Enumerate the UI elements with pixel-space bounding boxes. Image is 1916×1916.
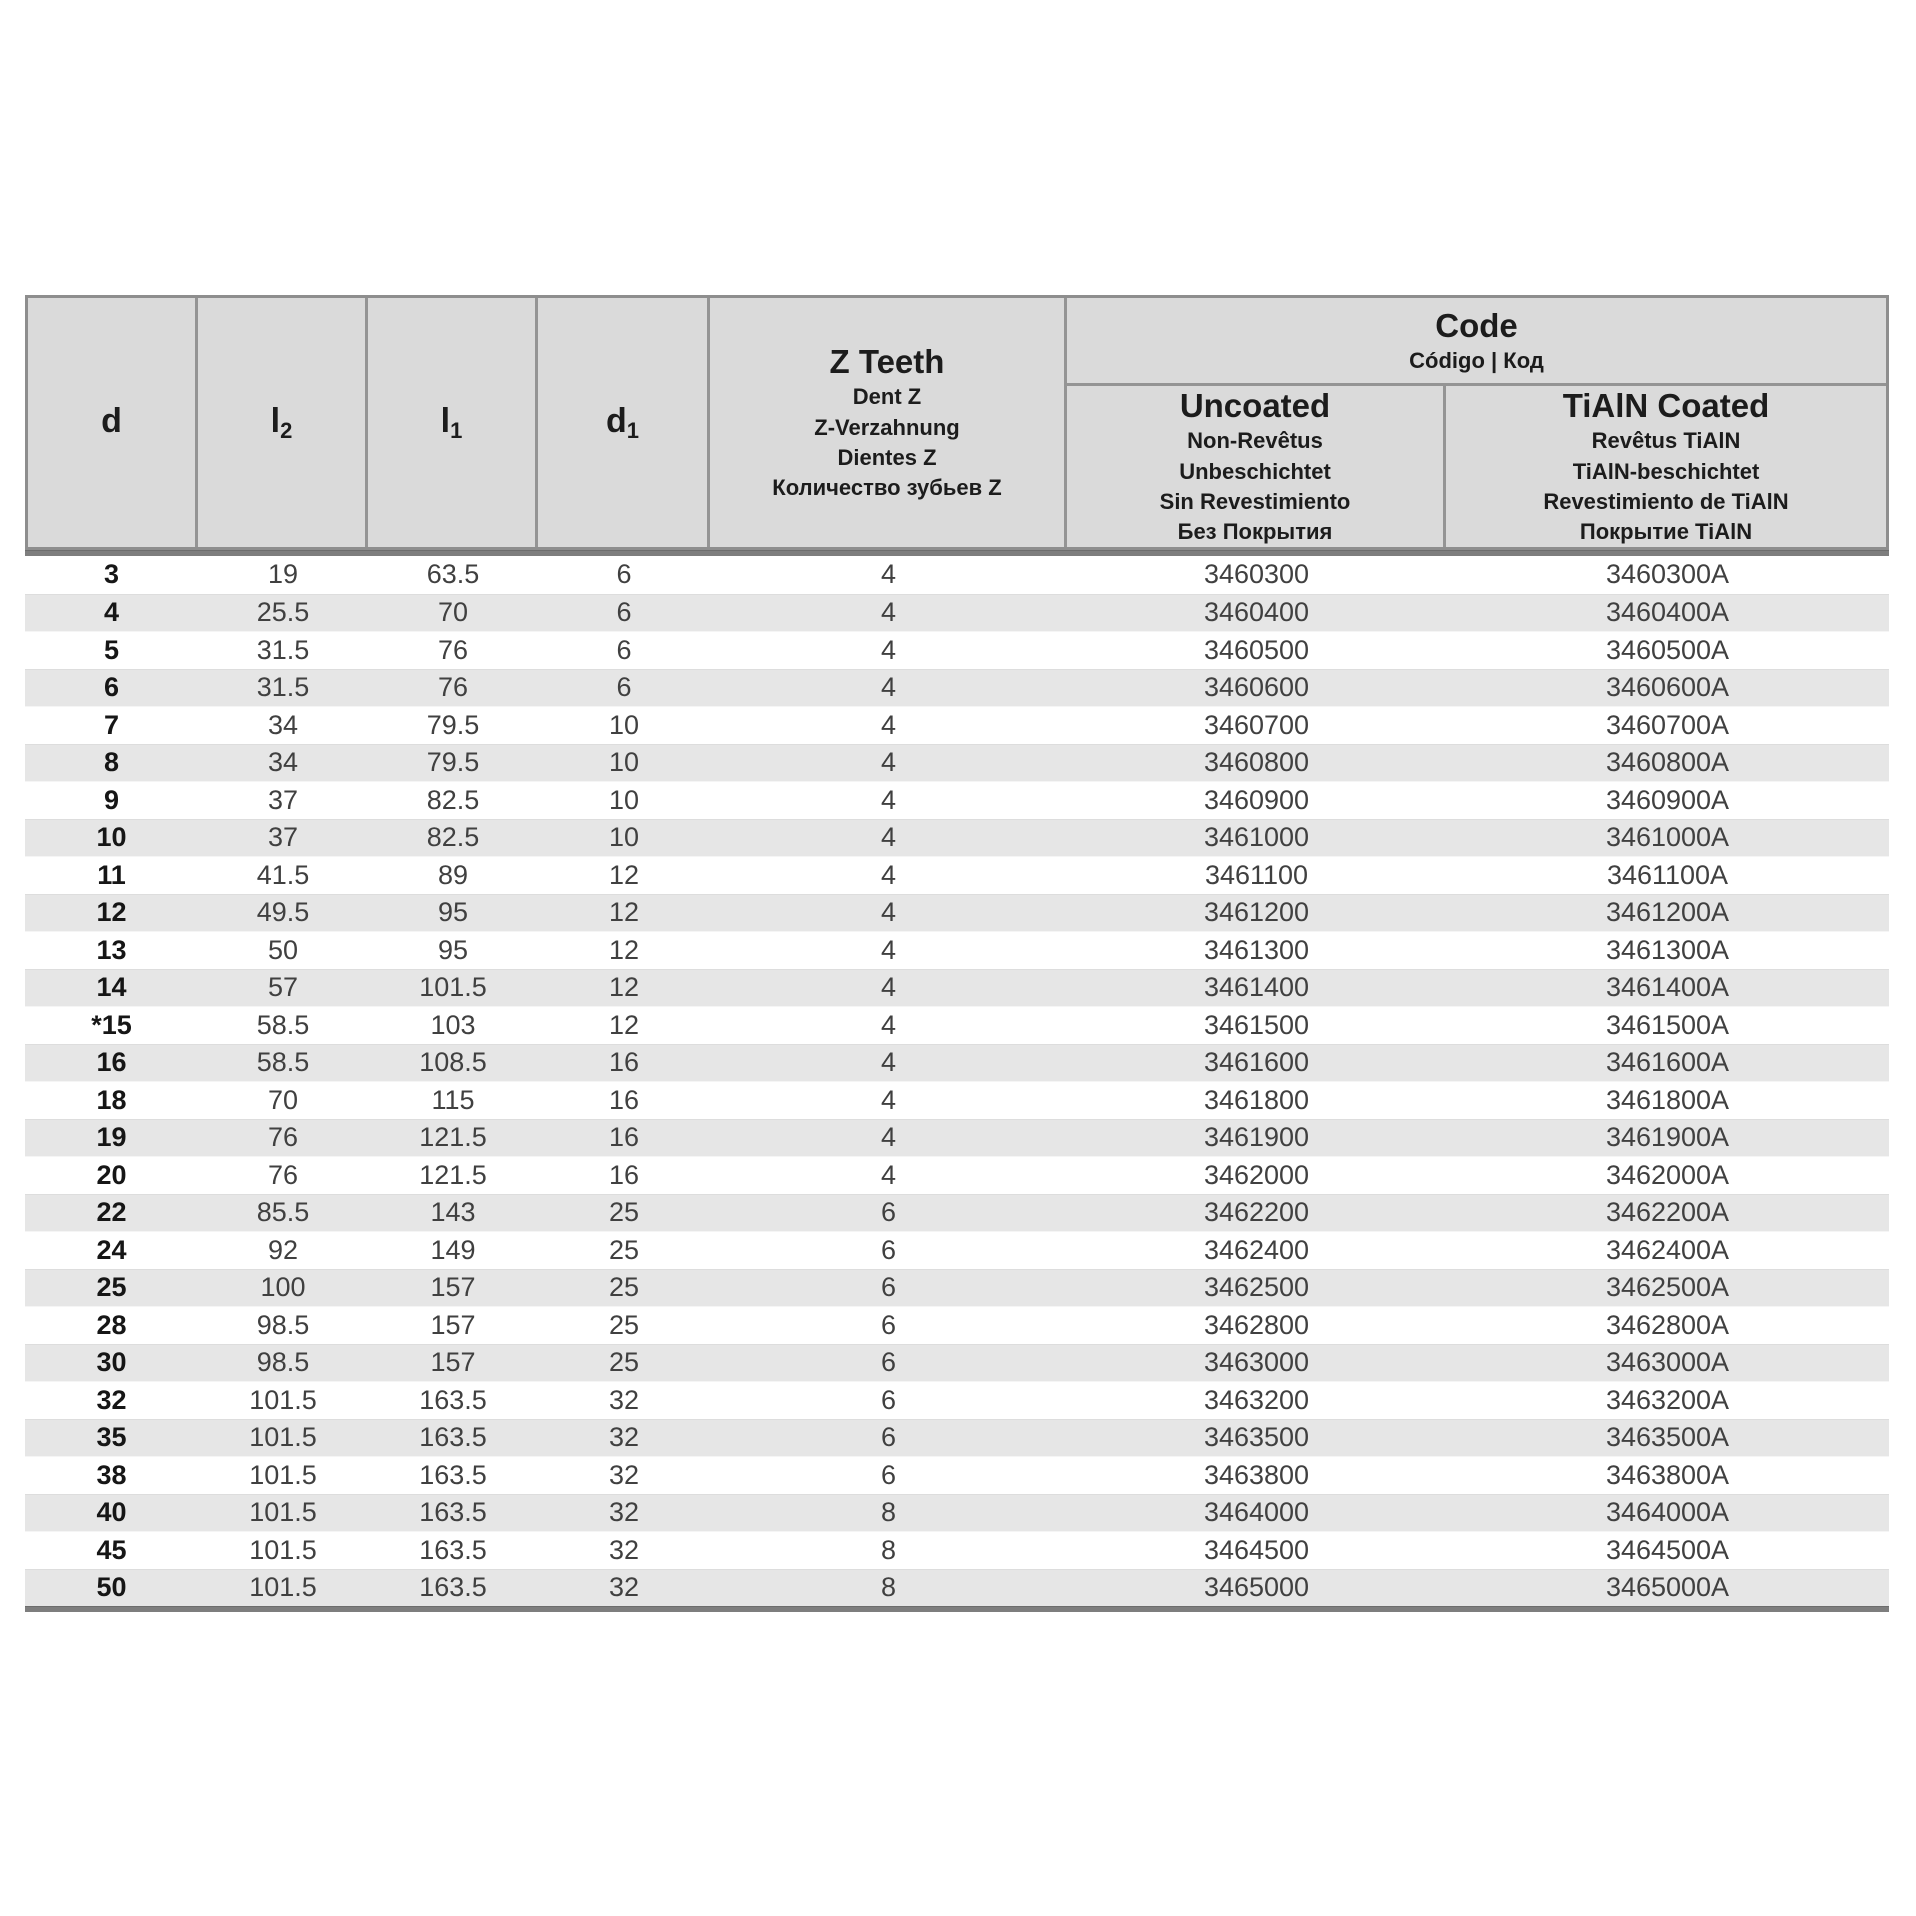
table-row — [25, 1194, 1889, 1232]
cell-l2: 85.5 — [256, 1197, 310, 1228]
cell-d: 3 — [103, 559, 120, 590]
cell-l2: 101.5 — [249, 1422, 317, 1453]
cell-l1: 63.5 — [426, 559, 480, 590]
cell-coated: 3462200A — [1605, 1197, 1730, 1228]
z-teeth-line-fr: Dent Z — [852, 384, 922, 410]
cell-d1: 32 — [608, 1422, 640, 1453]
cell-coated: 3461000A — [1605, 822, 1730, 853]
cell-l2: 34 — [267, 709, 299, 740]
cell-z: 4 — [880, 709, 897, 740]
cell-coated: 3460600A — [1605, 672, 1730, 703]
cell-d1: 16 — [608, 1159, 640, 1190]
uncoated-line-fr: Non-Revêtus — [1187, 428, 1323, 454]
cell-z: 4 — [880, 1159, 897, 1190]
coated-title: TiAlN Coated — [1562, 387, 1770, 425]
cell-l1: 79.5 — [426, 747, 480, 778]
cell-d: 30 — [96, 1347, 127, 1378]
cell-d1: 10 — [608, 784, 640, 815]
cell-l1: 149 — [430, 1234, 476, 1265]
uncoated-line-de: Unbeschichtet — [1179, 458, 1331, 484]
cell-d1: 25 — [608, 1234, 640, 1265]
cell-d1: 25 — [608, 1309, 640, 1340]
cell-uncoated: 3464500 — [1203, 1534, 1310, 1565]
column-header-d — [28, 298, 198, 547]
cell-z: 6 — [880, 1459, 897, 1490]
cell-l1: 76 — [437, 672, 469, 703]
coated-line-es: Revestimiento de TiAlN — [1543, 489, 1789, 515]
cell-d: *15 — [91, 1009, 132, 1040]
cell-d: 11 — [97, 859, 126, 890]
cell-uncoated: 3460800 — [1203, 747, 1310, 778]
cell-d1: 12 — [608, 859, 640, 890]
cell-z: 8 — [880, 1534, 897, 1565]
cell-l2: 37 — [267, 784, 299, 815]
cell-z: 4 — [880, 859, 897, 890]
cell-d: 9 — [103, 784, 120, 815]
cell-coated: 3461300A — [1605, 934, 1730, 965]
cell-d1: 12 — [608, 934, 640, 965]
cell-d1: 10 — [608, 822, 640, 853]
cell-l2: 100 — [260, 1272, 306, 1303]
cell-d: 40 — [96, 1497, 127, 1528]
cell-coated: 3461100A — [1606, 859, 1729, 890]
cell-d1: 25 — [608, 1272, 640, 1303]
cell-d: 32 — [96, 1384, 127, 1415]
cell-d: 12 — [96, 897, 127, 928]
cell-coated: 3461800A — [1605, 1084, 1730, 1115]
cell-l2: 37 — [267, 822, 299, 853]
code-title: Code — [1435, 306, 1518, 344]
cell-l1: 163.5 — [419, 1534, 487, 1565]
cell-uncoated: 3461600 — [1203, 1047, 1310, 1078]
cell-d: 4 — [103, 597, 120, 628]
cell-z: 4 — [880, 634, 897, 665]
cell-uncoated: 3462200 — [1203, 1197, 1310, 1228]
cell-d: 38 — [96, 1459, 127, 1490]
cell-uncoated: 3464000 — [1203, 1497, 1310, 1528]
cell-uncoated: 3463800 — [1203, 1459, 1310, 1490]
cell-l2: 76 — [267, 1159, 299, 1190]
cell-z: 6 — [880, 1384, 897, 1415]
cell-coated: 3463800A — [1605, 1459, 1730, 1490]
table-header — [25, 295, 1889, 550]
cell-d1: 6 — [616, 559, 632, 590]
cell-uncoated: 3460300 — [1203, 559, 1310, 590]
cell-l1: 108.5 — [419, 1047, 487, 1078]
cell-uncoated: 3461900 — [1203, 1122, 1310, 1153]
cell-uncoated: 3461800 — [1203, 1084, 1310, 1115]
cell-uncoated: 3461300 — [1203, 934, 1310, 965]
cell-d1: 6 — [616, 634, 632, 665]
cell-z: 4 — [880, 1122, 897, 1153]
cell-d1: 16 — [608, 1084, 640, 1115]
cell-d1: 32 — [608, 1497, 640, 1528]
cell-l1: 82.5 — [426, 822, 480, 853]
table-row — [25, 669, 1889, 707]
column-header-l2-label: l — [270, 401, 281, 440]
table-row — [25, 856, 1889, 894]
specification-table — [25, 295, 1889, 1612]
column-header-d-label: d — [101, 401, 122, 440]
cell-l2: 70 — [267, 1084, 299, 1115]
column-header-z-teeth — [710, 298, 1067, 547]
cell-coated: 3463200A — [1605, 1384, 1730, 1415]
table-row — [25, 744, 1889, 782]
table-row — [25, 556, 1889, 594]
cell-l2: 101.5 — [249, 1384, 317, 1415]
cell-l1: 157 — [430, 1347, 476, 1378]
cell-uncoated: 3461000 — [1203, 822, 1310, 853]
table-row — [25, 1456, 1889, 1494]
coated-line-fr: Revêtus TiAlN — [1591, 428, 1741, 454]
table-body — [25, 556, 1889, 1606]
cell-l2: 98.5 — [256, 1347, 310, 1378]
cell-d1: 32 — [608, 1384, 640, 1415]
cell-d: 22 — [96, 1197, 127, 1228]
table-row — [25, 1531, 1889, 1569]
cell-z: 6 — [880, 1347, 897, 1378]
cell-d: 50 — [96, 1572, 127, 1603]
cell-z: 4 — [880, 1009, 897, 1040]
z-teeth-line-es: Dientes Z — [837, 445, 937, 471]
table-row — [25, 931, 1889, 969]
column-header-d1-sub: 1 — [626, 417, 640, 443]
cell-l2: 101.5 — [249, 1497, 317, 1528]
cell-coated: 3461400A — [1605, 972, 1730, 1003]
column-header-uncoated — [1067, 386, 1446, 547]
cell-l1: 70 — [437, 597, 469, 628]
uncoated-line-ru: Без Покрытия — [1177, 519, 1333, 545]
cell-uncoated: 3463000 — [1203, 1347, 1310, 1378]
coated-line-de: TiAlN-beschichtet — [1572, 458, 1760, 484]
cell-d1: 32 — [608, 1534, 640, 1565]
cell-coated: 3464000A — [1605, 1497, 1730, 1528]
cell-coated: 3462000A — [1605, 1159, 1730, 1190]
table-row — [25, 1119, 1889, 1157]
cell-l2: 58.5 — [256, 1047, 310, 1078]
cell-l1: 95 — [437, 897, 469, 928]
cell-l1: 103 — [430, 1009, 476, 1040]
cell-z: 8 — [880, 1497, 897, 1528]
column-header-l2 — [198, 298, 368, 547]
cell-coated: 3460300A — [1605, 559, 1730, 590]
cell-l2: 58.5 — [256, 1009, 310, 1040]
table-row — [25, 594, 1889, 632]
cell-coated: 3465000A — [1605, 1572, 1730, 1603]
cell-l2: 31.5 — [256, 634, 310, 665]
cell-coated: 3460700A — [1605, 709, 1730, 740]
cell-l1: 82.5 — [426, 784, 480, 815]
cell-z: 4 — [880, 672, 897, 703]
cell-d1: 16 — [608, 1047, 640, 1078]
cell-uncoated: 3463500 — [1203, 1422, 1310, 1453]
cell-z: 4 — [880, 559, 897, 590]
cell-d: 19 — [96, 1122, 127, 1153]
table-row — [25, 1344, 1889, 1382]
z-teeth-line-ru: Количество зубьев Z — [772, 475, 1002, 501]
cell-d: 10 — [96, 822, 127, 853]
column-header-l2-sub: 2 — [280, 417, 293, 443]
cell-uncoated: 3461500 — [1203, 1009, 1310, 1040]
cell-z: 4 — [880, 1084, 897, 1115]
cell-coated: 3461500A — [1605, 1009, 1730, 1040]
cell-z: 6 — [880, 1422, 897, 1453]
table-row — [25, 1419, 1889, 1457]
cell-l2: 31.5 — [256, 672, 310, 703]
column-header-l1-label: l — [440, 401, 451, 440]
cell-l1: 163.5 — [419, 1497, 487, 1528]
cell-d: 8 — [103, 747, 120, 778]
code-subtitle: Código | Код — [1409, 347, 1544, 373]
cell-d1: 12 — [608, 897, 640, 928]
cell-d1: 6 — [616, 672, 632, 703]
cell-z: 4 — [880, 897, 897, 928]
cell-d: 35 — [96, 1422, 127, 1453]
table-row — [25, 781, 1889, 819]
cell-d: 16 — [96, 1047, 127, 1078]
table-row — [25, 1306, 1889, 1344]
table-row — [25, 819, 1889, 857]
cell-l2: 57 — [267, 972, 299, 1003]
cell-l1: 163.5 — [419, 1422, 487, 1453]
cell-l1: 121.5 — [419, 1122, 487, 1153]
table-row — [25, 1569, 1889, 1607]
z-teeth-title: Z Teeth — [829, 343, 945, 381]
cell-l1: 76 — [437, 634, 469, 665]
cell-l2: 101.5 — [249, 1572, 317, 1603]
cell-z: 6 — [880, 1272, 897, 1303]
cell-coated: 3462400A — [1605, 1234, 1730, 1265]
cell-d: 14 — [96, 972, 127, 1003]
cell-coated: 3462500A — [1605, 1272, 1730, 1303]
cell-z: 4 — [880, 822, 897, 853]
table-row — [25, 1231, 1889, 1269]
cell-d1: 6 — [616, 597, 632, 628]
cell-l2: 98.5 — [256, 1309, 310, 1340]
cell-uncoated: 3465000 — [1203, 1572, 1310, 1603]
column-header-d1 — [538, 298, 710, 547]
cell-z: 4 — [880, 784, 897, 815]
cell-d1: 10 — [608, 709, 640, 740]
table-bottom-bar — [25, 1606, 1889, 1612]
cell-z: 4 — [880, 972, 897, 1003]
table-row — [25, 1006, 1889, 1044]
uncoated-title: Uncoated — [1179, 387, 1331, 425]
cell-z: 6 — [880, 1234, 897, 1265]
cell-coated: 3460500A — [1605, 634, 1730, 665]
table-row — [25, 1381, 1889, 1419]
cell-z: 6 — [880, 1197, 897, 1228]
table-row — [25, 1081, 1889, 1119]
cell-d1: 10 — [608, 747, 640, 778]
cell-uncoated: 3460400 — [1203, 597, 1310, 628]
cell-l1: 115 — [431, 1084, 475, 1115]
cell-l1: 95 — [437, 934, 469, 965]
table-row — [25, 1269, 1889, 1307]
cell-d1: 12 — [608, 1009, 640, 1040]
cell-l2: 25.5 — [256, 597, 310, 628]
cell-l2: 101.5 — [249, 1459, 317, 1490]
cell-l1: 163.5 — [419, 1459, 487, 1490]
cell-coated: 3461200A — [1605, 897, 1730, 928]
cell-uncoated: 3463200 — [1203, 1384, 1310, 1415]
cell-l1: 89 — [437, 859, 469, 890]
cell-l2: 76 — [267, 1122, 299, 1153]
cell-l1: 143 — [430, 1197, 476, 1228]
cell-d1: 25 — [608, 1197, 640, 1228]
cell-coated: 3460800A — [1605, 747, 1730, 778]
cell-l1: 163.5 — [419, 1572, 487, 1603]
cell-coated: 3460900A — [1605, 784, 1730, 815]
cell-l1: 157 — [430, 1309, 476, 1340]
cell-d1: 16 — [608, 1122, 640, 1153]
cell-uncoated: 3462000 — [1203, 1159, 1310, 1190]
table-row — [25, 1494, 1889, 1532]
cell-d: 6 — [103, 672, 120, 703]
cell-z: 4 — [880, 597, 897, 628]
cell-z: 8 — [880, 1572, 897, 1603]
cell-coated: 3461900A — [1605, 1122, 1730, 1153]
cell-coated: 3464500A — [1605, 1534, 1730, 1565]
cell-l1: 101.5 — [419, 972, 487, 1003]
cell-d1: 12 — [608, 972, 640, 1003]
cell-z: 4 — [880, 934, 897, 965]
cell-d: 25 — [96, 1272, 127, 1303]
cell-uncoated: 3460700 — [1203, 709, 1310, 740]
cell-uncoated: 3461100 — [1204, 859, 1309, 890]
cell-coated: 3460400A — [1605, 597, 1730, 628]
cell-z: 6 — [880, 1309, 897, 1340]
cell-l2: 49.5 — [256, 897, 310, 928]
cell-l2: 92 — [267, 1234, 299, 1265]
table-row — [25, 894, 1889, 932]
cell-d1: 32 — [608, 1572, 640, 1603]
cell-l2: 19 — [267, 559, 299, 590]
cell-l1: 79.5 — [426, 709, 480, 740]
table-row — [25, 1044, 1889, 1082]
cell-l1: 157 — [430, 1272, 476, 1303]
uncoated-line-es: Sin Revestimiento — [1159, 489, 1351, 515]
z-teeth-line-de: Z-Verzahnung — [814, 414, 960, 440]
cell-uncoated: 3462800 — [1203, 1309, 1310, 1340]
cell-uncoated: 3461400 — [1203, 972, 1310, 1003]
column-header-l1 — [368, 298, 538, 547]
cell-l2: 50 — [267, 934, 299, 965]
cell-l2: 41.5 — [256, 859, 310, 890]
cell-d1: 32 — [608, 1459, 640, 1490]
column-group-code — [1067, 298, 1886, 386]
column-header-tialn-coated — [1446, 386, 1886, 547]
cell-z: 4 — [880, 1047, 897, 1078]
table-row — [25, 631, 1889, 669]
table-row — [25, 706, 1889, 744]
cell-d: 20 — [96, 1159, 127, 1190]
cell-d: 24 — [96, 1234, 127, 1265]
cell-d: 7 — [103, 709, 120, 740]
column-header-l1-sub: 1 — [450, 417, 463, 443]
cell-coated: 3463000A — [1605, 1347, 1730, 1378]
cell-d1: 25 — [608, 1347, 640, 1378]
cell-l2: 101.5 — [249, 1534, 317, 1565]
table-row — [25, 1156, 1889, 1194]
column-header-d1-label: d — [605, 401, 627, 440]
cell-d: 5 — [103, 634, 120, 665]
coated-line-ru: Покрытие TiAlN — [1579, 519, 1753, 545]
cell-coated: 3462800A — [1605, 1309, 1730, 1340]
cell-uncoated: 3460500 — [1203, 634, 1310, 665]
cell-l2: 34 — [267, 747, 299, 778]
cell-uncoated: 3462400 — [1203, 1234, 1310, 1265]
cell-coated: 3463500A — [1605, 1422, 1730, 1453]
cell-z: 4 — [880, 747, 897, 778]
cell-uncoated: 3460600 — [1203, 672, 1310, 703]
cell-coated: 3461600A — [1605, 1047, 1730, 1078]
cell-d: 28 — [96, 1309, 127, 1340]
cell-l1: 163.5 — [419, 1384, 487, 1415]
cell-d: 45 — [96, 1534, 127, 1565]
table-row — [25, 969, 1889, 1007]
cell-d: 13 — [96, 934, 127, 965]
cell-uncoated: 3461200 — [1203, 897, 1310, 928]
cell-d: 18 — [96, 1084, 127, 1115]
cell-uncoated: 3460900 — [1203, 784, 1310, 815]
cell-uncoated: 3462500 — [1203, 1272, 1310, 1303]
cell-l1: 121.5 — [419, 1159, 487, 1190]
